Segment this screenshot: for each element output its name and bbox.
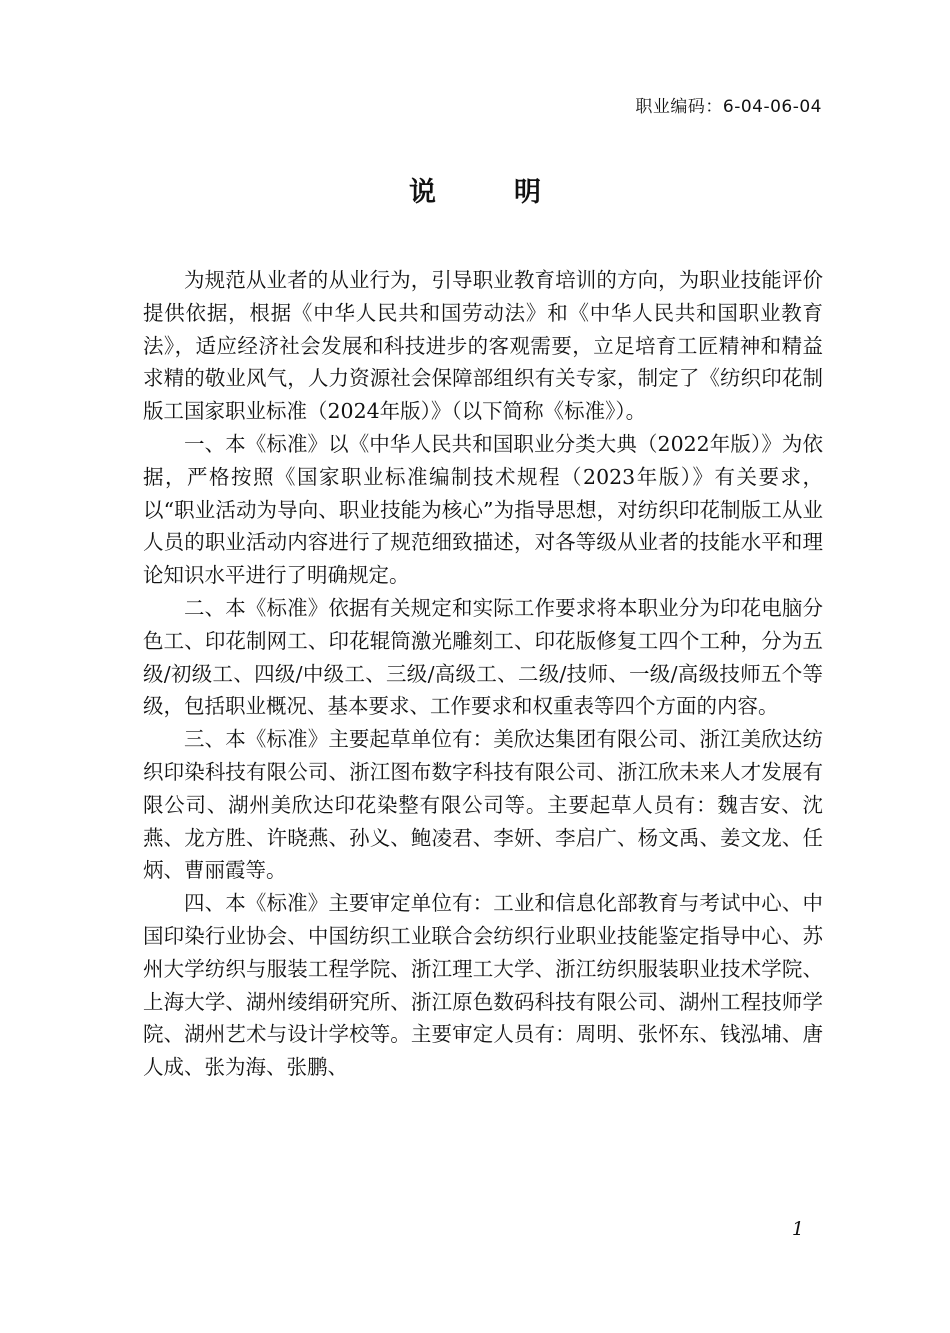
paragraph-four: 四、本《标准》主要审定单位有：工业和信息化部教育与考试中心、中国印染行业协会、中国纺织工业联合会纺织行业职业技能鉴定指导中心、苏州大学纺织与服装工程学院、浙江理工大学、浙江纺织服装职业技术学院、上海大学、湖州绫绢研究所、浙江原色数码科技有限公司、湖州工程技师学院、湖州艺术与设计学校等。主要审定人员有：周明、张怀东、钱泓埔、唐人成、张为海、张鹏、 bbox=[143, 891, 823, 1080]
paragraph-two: 二、本《标准》依据有关规定和实际工作要求将本职业分为印花电脑分色工、印花制网工、印花辊筒激光雕刻工、印花版修复工四个工种，分为五级/初级工、四级/中级工、三级/高级工、二级/技师、一级/高级技师五个等级，包括职业概况、基本要求、工作要求和权重表等四个方面的内容。 bbox=[143, 595, 823, 719]
paragraph-one: 一、本《标准》以《中华人民共和国职业分类大典（2022年版）》为依据，严格按照《国家职业标准编制技术规程（2023年版）》有关要求，以“职业活动为导向、职业技能为核心”为指导思想，对纺织印花制版工从业人员的职业活动内容进行了规范细致描述，对各等级从业者的技能水平和理论知识水平进行了明确规定。 bbox=[143, 431, 823, 588]
occupation-code: 职业编码：6-04-06-04 bbox=[635, 97, 822, 117]
body-text bbox=[143, 264, 823, 1084]
paragraph-three: 三、本《标准》主要起草单位有：美欣达集团有限公司、浙江美欣达纺织印染科技有限公司、浙江图布数字科技有限公司、浙江欣未来人才发展有限公司、湖州美欣达印花染整有限公司等。主要起草人员有：魏吉安、沈燕、龙方胜、许晓燕、孙义、鲍凌君、李妍、李启广、杨文禹、姜文龙、任炳、曹丽霞等。 bbox=[143, 727, 823, 883]
intro-paragraph: 为规范从业者的从业行为，引导职业教育培训的方向，为职业技能评价提供依据，根据《中华人民共和国劳动法》和《中华人民共和国职业教育法》，适应经济社会发展和科技进步的客观需要，立足培育工匠精神和精益求精的敬业风气，人力资源社会保障部组织有关专家，制定了《纺织印花制版工国家职业标准（2024年版）》（以下简称《标准》）。 bbox=[143, 268, 823, 424]
page-number: 1 bbox=[791, 1218, 804, 1240]
page-title: 说明 bbox=[409, 177, 619, 208]
